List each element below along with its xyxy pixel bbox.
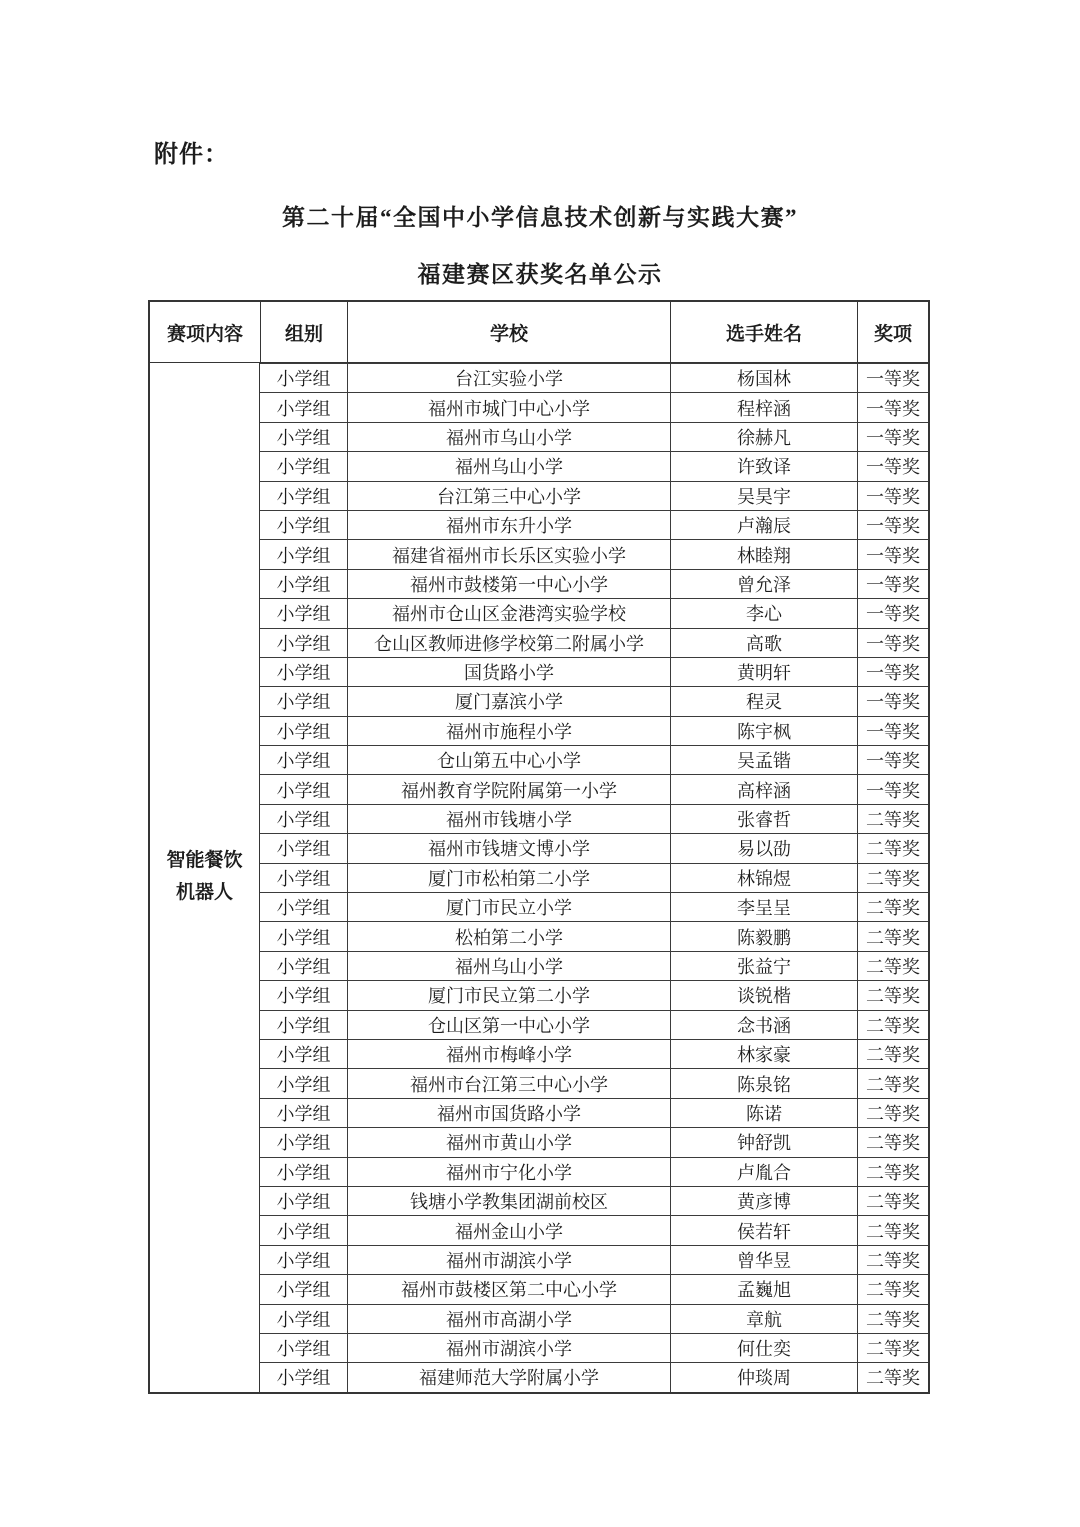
cell-name: 黄彦博	[670, 1187, 857, 1215]
cell-name: 何仕奕	[670, 1334, 857, 1362]
cell-school: 厦门市民立小学	[347, 893, 670, 921]
cell-group: 小学组	[276, 721, 331, 742]
cell-award: 一等奖	[857, 452, 928, 480]
cell-name: 侯若轩	[670, 1216, 857, 1244]
cell-award: 二等奖	[857, 1069, 928, 1097]
cell-award: 二等奖	[857, 1216, 928, 1244]
cell-name: 程灵	[670, 687, 857, 715]
cell-group: 小学组	[276, 1015, 331, 1036]
event-name-label: 智能餐饮机器人	[166, 850, 243, 904]
cell-award: 一等奖	[857, 423, 928, 451]
cell-name: 李心	[670, 599, 857, 627]
cell-school: 福州市梅峰小学	[347, 1040, 670, 1068]
cell-name: 章航	[670, 1305, 857, 1333]
cell-award: 一等奖	[857, 570, 928, 598]
cell-name: 林家豪	[670, 1040, 857, 1068]
table-row	[260, 1098, 928, 1127]
cell-award: 一等奖	[857, 482, 928, 510]
table-row	[260, 363, 928, 392]
table-row	[260, 1157, 928, 1186]
table-row	[260, 716, 928, 745]
cell-school: 福州乌山小学	[347, 952, 670, 980]
cell-school: 福州市城门中心小学	[347, 393, 670, 421]
cell-school: 福州乌山小学	[347, 452, 670, 480]
cell-name: 念书涵	[670, 1011, 857, 1039]
table-body	[150, 363, 928, 1392]
table-rows	[260, 363, 928, 1392]
table-row	[260, 1362, 928, 1391]
cell-award: 二等奖	[857, 1363, 928, 1391]
cell-school: 福州市鼓楼第一中心小学	[347, 570, 670, 598]
header-cell-group: 组别	[260, 302, 347, 362]
table-row	[260, 863, 928, 892]
cell-group: 小学组	[276, 604, 331, 625]
cell-group: 小学组	[276, 1309, 331, 1330]
header-cell-award: 奖项	[857, 302, 928, 362]
cell-award: 二等奖	[857, 1011, 928, 1039]
doc-title-line2: 福建赛区获奖名单公示	[417, 262, 663, 287]
cell-name: 卢瀚辰	[670, 511, 857, 539]
cell-award: 二等奖	[857, 1040, 928, 1068]
table-row	[260, 951, 928, 980]
cell-school: 福州教育学院附属第一小学	[347, 775, 670, 803]
cell-award: 一等奖	[857, 393, 928, 421]
cell-name: 张睿哲	[670, 805, 857, 833]
cell-group: 小学组	[276, 574, 331, 595]
table-row	[260, 539, 928, 568]
cell-group: 小学组	[276, 1074, 331, 1095]
cell-school: 福建省福州市长乐区实验小学	[347, 540, 670, 568]
cell-name: 陈宇枫	[670, 717, 857, 745]
cell-award: 二等奖	[857, 1246, 928, 1274]
cell-name: 陈毅鹏	[670, 922, 857, 950]
cell-school: 福州市钱塘文博小学	[347, 834, 670, 862]
cell-award: 二等奖	[857, 893, 928, 921]
cell-group: 小学组	[276, 486, 331, 507]
table-row	[260, 598, 928, 627]
cell-award: 二等奖	[857, 1128, 928, 1156]
table-row	[260, 392, 928, 421]
table-row	[260, 745, 928, 774]
cell-award: 一等奖	[857, 746, 928, 774]
table-row	[260, 628, 928, 657]
cell-school: 福州金山小学	[347, 1216, 670, 1244]
table-row	[260, 657, 928, 686]
header-cell-event: 赛项内容	[166, 323, 243, 345]
cell-award: 一等奖	[857, 717, 928, 745]
table-row	[260, 1274, 928, 1303]
cell-group: 小学组	[276, 516, 331, 537]
cell-name: 许致译	[670, 452, 857, 480]
table-row	[260, 980, 928, 1009]
table-row	[260, 451, 928, 480]
cell-award: 二等奖	[857, 981, 928, 1009]
cell-school: 仓山区教师进修学校第二附属小学	[347, 629, 670, 657]
cell-award: 一等奖	[857, 629, 928, 657]
cell-group: 小学组	[276, 1250, 331, 1271]
attachment-label: 附件：	[154, 142, 229, 168]
cell-name: 谈锐楷	[670, 981, 857, 1009]
cell-school: 厦门市松柏第二小学	[347, 864, 670, 892]
table-row	[260, 1186, 928, 1215]
table-row	[260, 1304, 928, 1333]
cell-school: 钱塘小学教集团湖前校区	[347, 1187, 670, 1215]
table-row	[260, 1068, 928, 1097]
cell-group: 小学组	[276, 839, 331, 860]
cell-award: 二等奖	[857, 952, 928, 980]
table-row	[260, 804, 928, 833]
cell-school: 福州市施程小学	[347, 717, 670, 745]
cell-school: 福建师范大学附属小学	[347, 1363, 670, 1391]
cell-group: 小学组	[276, 810, 331, 831]
cell-award: 二等奖	[857, 864, 928, 892]
cell-name: 张益宁	[670, 952, 857, 980]
cell-group: 小学组	[276, 957, 331, 977]
cell-group: 小学组	[276, 398, 331, 419]
cell-school: 福州市东升小学	[347, 511, 670, 539]
cell-name: 林睦翔	[670, 540, 857, 568]
cell-school: 福州市宁化小学	[347, 1158, 670, 1186]
cell-school: 福州市台江第三中心小学	[347, 1069, 670, 1097]
cell-school: 福州市黄山小学	[347, 1128, 670, 1156]
cell-award: 二等奖	[857, 834, 928, 862]
header-cell-school: 学校	[347, 302, 670, 362]
cell-school: 仓山第五中心小学	[347, 746, 670, 774]
cell-name: 曾允泽	[670, 570, 857, 598]
cell-award: 二等奖	[857, 1334, 928, 1362]
cell-school: 厦门市民立第二小学	[347, 981, 670, 1009]
event-name-merged-cell	[150, 363, 260, 1392]
cell-school: 福州市湖滨小学	[347, 1246, 670, 1274]
cell-group: 小学组	[276, 1221, 331, 1242]
cell-name: 杨国林	[670, 364, 857, 392]
awards-table	[148, 300, 930, 1394]
cell-group: 小学组	[276, 1103, 331, 1124]
cell-name: 曾华昱	[670, 1246, 857, 1274]
cell-name: 陈泉铭	[670, 1069, 857, 1097]
cell-group: 小学组	[276, 545, 331, 566]
cell-award: 一等奖	[857, 687, 928, 715]
cell-award: 一等奖	[857, 775, 928, 803]
cell-school: 福州市钱塘小学	[347, 805, 670, 833]
cell-group: 小学组	[276, 986, 331, 1007]
cell-award: 二等奖	[857, 1305, 928, 1333]
cell-group: 小学组	[276, 927, 331, 948]
table-row	[260, 510, 928, 539]
cell-school: 台江第三中心小学	[347, 482, 670, 510]
table-row	[260, 892, 928, 921]
cell-name: 吴昊宇	[670, 482, 857, 510]
cell-school: 台江实验小学	[347, 364, 670, 392]
cell-school: 福州市高湖小学	[347, 1305, 670, 1333]
cell-group: 小学组	[276, 1192, 331, 1213]
cell-school: 福州市鼓楼区第二中心小学	[347, 1275, 670, 1303]
cell-school: 福州市仓山区金港湾实验学校	[347, 599, 670, 627]
header-cell-name: 选手姓名	[670, 302, 857, 362]
cell-award: 一等奖	[857, 658, 928, 686]
doc-title-line1: 第二十届“全国中小学信息技术创新与实践大赛”	[282, 205, 798, 230]
cell-group: 小学组	[276, 692, 331, 713]
cell-school: 福州市湖滨小学	[347, 1334, 670, 1362]
table-row	[260, 1215, 928, 1244]
cell-group: 小学组	[276, 1162, 331, 1183]
cell-school: 松柏第二小学	[347, 922, 670, 950]
cell-group: 小学组	[276, 1368, 331, 1389]
table-row	[260, 1245, 928, 1274]
cell-award: 二等奖	[857, 1099, 928, 1127]
table-row	[260, 774, 928, 803]
cell-name: 吴孟锴	[670, 746, 857, 774]
cell-name: 程梓涵	[670, 393, 857, 421]
table-row	[260, 1010, 928, 1039]
cell-award: 一等奖	[857, 599, 928, 627]
cell-group: 小学组	[276, 898, 331, 919]
table-row	[260, 1127, 928, 1156]
cell-school: 仓山区第一中心小学	[347, 1011, 670, 1039]
cell-name: 高梓涵	[670, 775, 857, 803]
table-row	[260, 422, 928, 451]
cell-group: 小学组	[276, 457, 331, 478]
cell-name: 孟巍旭	[670, 1275, 857, 1303]
cell-school: 福州市乌山小学	[347, 423, 670, 451]
table-header-row	[150, 302, 928, 363]
cell-name: 易以劭	[670, 834, 857, 862]
cell-group: 小学组	[276, 1280, 331, 1301]
cell-award: 二等奖	[857, 1158, 928, 1186]
table-row	[260, 481, 928, 510]
table-row	[260, 569, 928, 598]
cell-award: 二等奖	[857, 1187, 928, 1215]
cell-name: 黄明轩	[670, 658, 857, 686]
cell-school: 厦门嘉滨小学	[347, 687, 670, 715]
cell-group: 小学组	[276, 1133, 331, 1154]
table-row	[260, 1333, 928, 1362]
cell-school: 福州市国货路小学	[347, 1099, 670, 1127]
cell-award: 二等奖	[857, 922, 928, 950]
cell-award: 一等奖	[857, 364, 928, 392]
cell-group: 小学组	[276, 663, 331, 684]
cell-award: 二等奖	[857, 1275, 928, 1303]
cell-award: 二等奖	[857, 805, 928, 833]
cell-name: 陈诺	[670, 1099, 857, 1127]
cell-group: 小学组	[276, 1339, 331, 1360]
table-row	[260, 921, 928, 950]
cell-name: 徐赫凡	[670, 423, 857, 451]
cell-group: 小学组	[276, 1045, 331, 1066]
cell-group: 小学组	[276, 633, 331, 654]
cell-name: 卢胤合	[670, 1158, 857, 1186]
cell-name: 钟舒凯	[670, 1128, 857, 1156]
cell-school: 国货路小学	[347, 658, 670, 686]
cell-name: 高歌	[670, 629, 857, 657]
cell-name: 仲琰周	[670, 1363, 857, 1391]
table-row	[260, 1039, 928, 1068]
table-row	[260, 833, 928, 862]
cell-group: 小学组	[276, 868, 331, 889]
cell-name: 李呈呈	[670, 893, 857, 921]
cell-award: 一等奖	[857, 511, 928, 539]
cell-group: 小学组	[276, 751, 331, 772]
cell-award: 一等奖	[857, 540, 928, 568]
table-row	[260, 686, 928, 715]
cell-group: 小学组	[276, 369, 331, 390]
cell-group: 小学组	[276, 780, 331, 801]
cell-name: 林锦煜	[670, 864, 857, 892]
cell-group: 小学组	[276, 427, 331, 448]
